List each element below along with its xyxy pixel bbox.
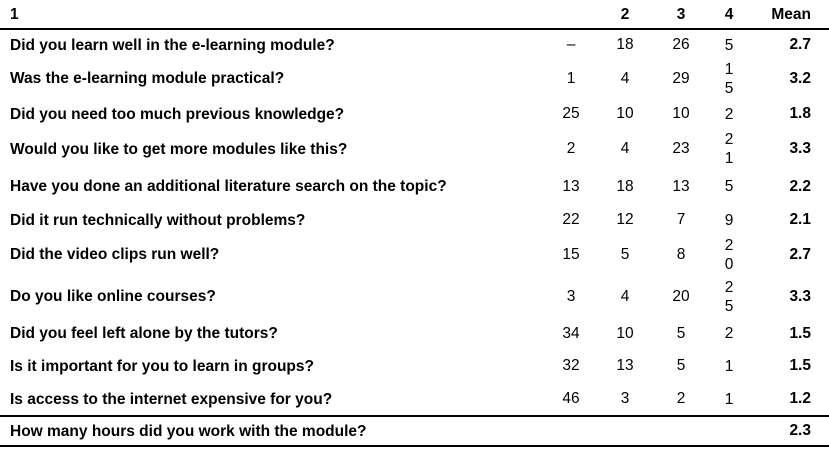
col-4-value: 5 bbox=[724, 178, 734, 195]
col-2-cell: 3 bbox=[620, 390, 630, 407]
col-1-cell: 32 bbox=[562, 357, 580, 374]
header-col-4: 4 bbox=[724, 6, 734, 23]
footer-row bbox=[0, 415, 829, 447]
col-4-value: 2 bbox=[724, 325, 734, 342]
mean-cell: 2.7 bbox=[789, 36, 811, 53]
mean-cell: 3.3 bbox=[789, 140, 811, 157]
col-3-cell: 7 bbox=[676, 211, 686, 228]
table-row bbox=[0, 97, 829, 131]
col-1-cell: 1 bbox=[566, 69, 576, 87]
table-row bbox=[0, 275, 829, 318]
footer-mean: 2.3 bbox=[789, 422, 811, 439]
col-3-cell: 26 bbox=[672, 36, 690, 53]
col-3-cell: 20 bbox=[672, 287, 690, 305]
col-3-cell: 13 bbox=[672, 177, 690, 195]
table-row bbox=[0, 131, 829, 167]
col-3-cell: 8 bbox=[676, 245, 686, 263]
col-2-cell: 4 bbox=[620, 287, 630, 305]
col-2-cell: 12 bbox=[616, 211, 634, 228]
col-4-cell bbox=[714, 275, 744, 318]
col-2-cell: 10 bbox=[616, 324, 634, 342]
table-row bbox=[0, 206, 829, 234]
col-4-value: 1 bbox=[724, 390, 734, 408]
header-col-2: 2 bbox=[620, 6, 630, 23]
col-2-cell: 4 bbox=[620, 69, 630, 87]
col-2-cell: 5 bbox=[620, 245, 630, 263]
question-cell: Did you feel left alone by the tutors? bbox=[10, 325, 278, 342]
mean-cell: 1.5 bbox=[789, 324, 811, 342]
col-1-cell: – bbox=[566, 36, 576, 53]
col-2-cell: 4 bbox=[620, 140, 630, 157]
col-4-cell bbox=[714, 97, 744, 131]
col-1-cell: 2 bbox=[566, 140, 576, 157]
col-4-value: 21 bbox=[724, 131, 734, 167]
header-mean: Mean bbox=[771, 6, 811, 23]
col-2-cell: 18 bbox=[616, 36, 634, 53]
table-row bbox=[0, 383, 829, 415]
col-4-cell bbox=[714, 60, 744, 97]
mean-cell: 1.8 bbox=[789, 105, 811, 122]
mean-cell: 3.3 bbox=[789, 287, 811, 305]
col-4-value: 25 bbox=[724, 278, 734, 315]
question-cell: Is it important for you to learn in groups? bbox=[10, 357, 314, 375]
col-4-value: 5 bbox=[724, 36, 734, 54]
col-4-cell bbox=[714, 167, 744, 206]
mean-cell: 1.2 bbox=[789, 390, 811, 407]
col-4-value: 15 bbox=[724, 60, 734, 97]
col-3-cell: 5 bbox=[676, 357, 686, 374]
question-cell: Do you like online courses? bbox=[10, 288, 216, 305]
mean-cell: 2.7 bbox=[789, 245, 811, 263]
col-4-value: 2 bbox=[724, 105, 734, 123]
col-1-cell: 34 bbox=[562, 324, 580, 342]
table-row bbox=[0, 167, 829, 206]
header-question: 1 bbox=[10, 6, 19, 23]
question-cell: Did the video clips run well? bbox=[10, 246, 220, 263]
col-4-value: 9 bbox=[724, 211, 734, 229]
col-3-cell: 10 bbox=[672, 105, 690, 122]
col-2-cell: 10 bbox=[616, 105, 634, 122]
col-2-cell: 13 bbox=[616, 357, 634, 374]
table-row bbox=[0, 234, 829, 275]
question-cell: Have you done an additional literature search on the topic? bbox=[10, 178, 447, 195]
col-4-cell bbox=[714, 30, 744, 60]
question-cell: Did it run technically without problems? bbox=[10, 211, 306, 229]
footer-question: How many hours did you work with the module? bbox=[10, 422, 367, 440]
mean-cell: 3.2 bbox=[789, 69, 811, 87]
col-4-cell bbox=[714, 383, 744, 415]
question-cell: Did you need too much previous knowledge? bbox=[10, 105, 345, 123]
col-4-value: 20 bbox=[724, 236, 734, 273]
col-1-cell: 3 bbox=[566, 287, 576, 305]
col-3-cell: 2 bbox=[676, 390, 686, 407]
table-row bbox=[0, 349, 829, 383]
mean-cell: 2.2 bbox=[789, 177, 811, 195]
col-4-cell bbox=[714, 318, 744, 349]
col-3-cell: 29 bbox=[672, 69, 690, 87]
header-col-3: 3 bbox=[676, 6, 686, 23]
col-3-cell: 23 bbox=[672, 140, 690, 157]
col-4-value: 1 bbox=[724, 357, 734, 375]
col-4-cell bbox=[714, 131, 744, 167]
question-cell: Is access to the internet expensive for you? bbox=[10, 390, 333, 408]
col-4-cell bbox=[714, 349, 744, 383]
table-header bbox=[0, 0, 829, 30]
table-row bbox=[0, 60, 829, 97]
col-3-cell: 5 bbox=[676, 324, 686, 342]
col-1-cell: 46 bbox=[562, 390, 580, 407]
col-2-cell: 18 bbox=[616, 177, 634, 195]
mean-cell: 1.5 bbox=[789, 357, 811, 374]
mean-cell: 2.1 bbox=[789, 211, 811, 228]
question-cell: Was the e-learning module practical? bbox=[10, 70, 285, 87]
question-cell: Would you like to get more modules like this? bbox=[10, 140, 348, 158]
table-row bbox=[0, 30, 829, 60]
question-cell: Did you learn well in the e-learning module? bbox=[10, 36, 335, 54]
col-1-cell: 15 bbox=[562, 245, 580, 263]
col-4-cell bbox=[714, 206, 744, 234]
col-1-cell: 25 bbox=[562, 105, 580, 122]
table-body bbox=[0, 30, 829, 415]
col-4-cell bbox=[714, 234, 744, 275]
col-1-cell: 13 bbox=[562, 177, 580, 195]
col-1-cell: 22 bbox=[562, 211, 580, 228]
table-row bbox=[0, 318, 829, 349]
